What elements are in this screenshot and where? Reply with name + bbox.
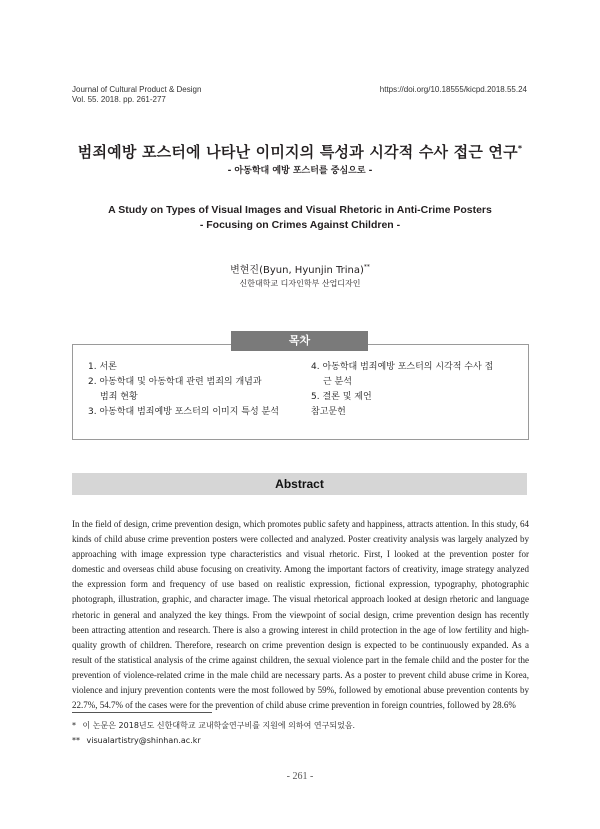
footnote-2 [72, 736, 201, 745]
english-title-line1: A Study on Types of Visual Images and Visual Rhetoric in Anti-Crime Posters [108, 204, 492, 216]
toc-right-column [311, 360, 521, 420]
doi-link[interactable]: https://doi.org/10.18555/kicpd.2018.55.24 [379, 85, 527, 94]
korean-subtitle: - 아동학대 예방 포스터를 중심으로 - [227, 166, 373, 176]
english-title [0, 203, 600, 233]
toc-item: 3. 아동학대 범죄예방 포스터의 이미지 특성 분석 [88, 407, 279, 417]
toc-item: 참고문헌 [311, 407, 346, 417]
toc-item: 1. 서론 [88, 362, 117, 372]
footnote-1-text: 이 논문은 2018년도 신한대학교 교내학술연구비를 지원에 의하여 연구되었음. [82, 721, 356, 730]
toc-left-column [88, 360, 303, 420]
korean-title-text: 범죄예방 포스터에 나타난 이미지의 특성과 시각적 수사 접근 연구 [77, 143, 518, 161]
page-number: - 261 - [286, 771, 314, 782]
journal-name: Journal of Cultural Product & Design [72, 85, 202, 94]
abstract-heading: Abstract [275, 477, 324, 491]
footnote-2-text: visualartistry@shinhan.ac.kr [86, 736, 201, 745]
title-footnote-mark: * [517, 144, 523, 153]
journal-volume: Vol. 55. 2018. pp. 261-277 [72, 95, 166, 104]
toc-heading: 목차 [231, 331, 368, 351]
author-affiliation: 신한대학교 디자인학부 산업디자인 [239, 279, 361, 288]
author-footnote-mark: ** [363, 263, 370, 271]
author-name-text: 변현진(Byun, Hyunjin Trina) [230, 265, 364, 276]
english-title-line2: - Focusing on Crimes Against Children - [199, 219, 401, 231]
toc-item: 5. 결론 및 제언 [311, 392, 372, 402]
korean-title [0, 141, 600, 162]
abstract-body: In the field of design, crime prevention design, which promotes public safety and happiness, attracts attention. In this study, 64 kinds of child abuse crime prevention posters were collected and analyzed. Poster creativity analysis was largely analyzed by approaching with image expression type characteristics and visual rhetoric. First, I looked at the prevention poster for domestic and overseas child abuse focusing on creativity. Among the important factors of creativity, image strategy analyzed the expression form and frequency of use based on realistic expression, fictional expression, typography, photographic photograph, illustration, graphic, and character image. The visual rhetorical approach looked at design rhetoric and language rhetoric in general and analyzed the key things. From the viewpoint of social design, crime prevention design has recently been attracting attention and research. There is also a growing interest in child protection in the age of low fertility and high-quality growth of children. Therefore, research on crime prevention design is expected to be continuously expanded. As a result of the statistical analysis of the crime against children, the sexual violence part in the female child and the poster for the prevention of violence-related crime in the male child are necessary parts. As a poster to prevent child abuse crime in Korea, violence and injury prevention contents were the most followed by 59%, followed by emotional abuse prevention contents by 22.7%, 54.7% of the cases were for the prevention of child abuse crime prevention in foreign countries, followed by 28.6% [72, 519, 529, 711]
author-name [0, 261, 600, 276]
footnote-divider [72, 712, 212, 713]
footnote-1-mark: * [72, 721, 76, 730]
footnote-2-mark: ** [72, 736, 80, 745]
footnote-1 [72, 720, 355, 731]
toc-item: 근 분석 [323, 377, 352, 387]
toc-item: 범죄 현황 [100, 392, 138, 402]
toc-item: 4. 아동학대 범죄예방 포스터의 시각적 수사 접 [311, 362, 494, 372]
toc-item: 2. 아동학대 및 아동학대 관련 범죄의 개념과 [88, 377, 262, 387]
